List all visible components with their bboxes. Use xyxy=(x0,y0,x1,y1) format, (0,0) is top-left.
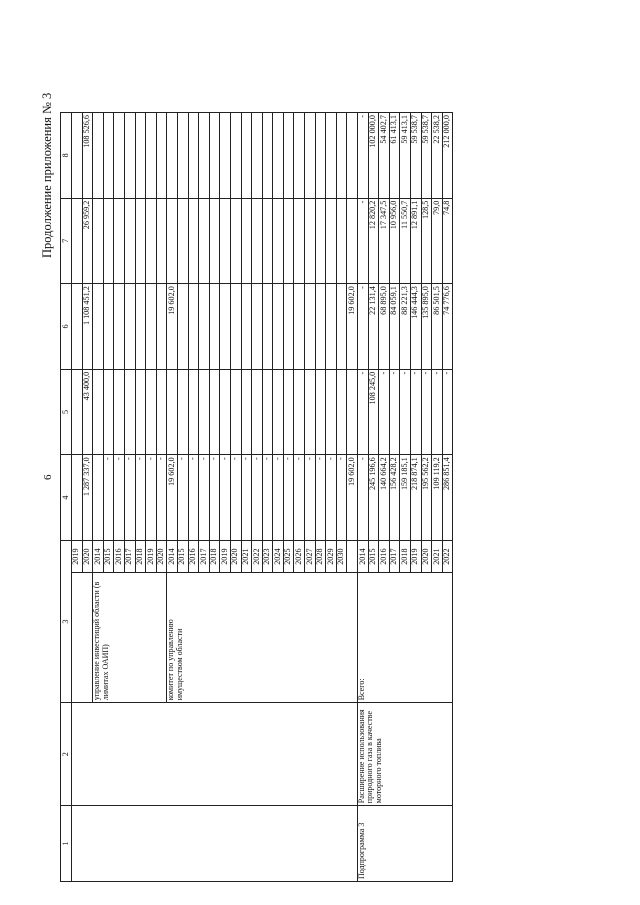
responsible-executor-oaip: управление инвестиций области (в лимитах ОАИП) xyxy=(93,573,167,703)
subprogram-total-label: Всего: xyxy=(358,573,453,703)
table-cell-c7 xyxy=(252,198,263,284)
table-cell-c6 xyxy=(305,284,316,370)
table-cell-c8: 59 538,7 xyxy=(421,113,432,199)
table-row xyxy=(72,113,83,882)
table-cell-c8 xyxy=(347,113,358,199)
table-cell-c4: - xyxy=(135,455,146,541)
year-cell: 2020 xyxy=(421,540,432,572)
table-cell-c6 xyxy=(199,284,210,370)
year-cell: 2018 xyxy=(400,540,411,572)
col-number-4: 4 xyxy=(61,455,72,541)
table-cell-c6 xyxy=(220,284,231,370)
table-body xyxy=(72,113,453,882)
table-cell-c5: - xyxy=(421,369,432,455)
table-cell-c4: - xyxy=(262,455,273,541)
table-cell-c8: 22 538,2 xyxy=(432,113,443,199)
table-cell-c5 xyxy=(146,369,157,455)
table-cell-c4: 140 664,2 xyxy=(379,455,390,541)
table-cell-c5 xyxy=(252,369,263,455)
table-cell-c6: 135 895,0 xyxy=(421,284,432,370)
col-number-2: 2 xyxy=(61,703,72,806)
table-cell-c6 xyxy=(114,284,125,370)
table-cell-c6 xyxy=(209,284,220,370)
year-cell: 2014 xyxy=(358,540,369,572)
table-cell-c8 xyxy=(114,113,125,199)
table-cell-c7: 11 550,7 xyxy=(400,198,411,284)
year-cell: 2020 xyxy=(82,540,93,572)
table-cell-c6 xyxy=(230,284,241,370)
year-cell: 2021 xyxy=(241,540,252,572)
table-cell-c8 xyxy=(326,113,337,199)
table-cell-c8 xyxy=(177,113,188,199)
table-cell-c6 xyxy=(336,284,347,370)
table-cell-c5 xyxy=(188,369,199,455)
table-cell-c6 xyxy=(72,284,83,370)
year-cell: 2029 xyxy=(326,540,337,572)
year-cell: 2025 xyxy=(283,540,294,572)
table-cell-c7 xyxy=(315,198,326,284)
table-cell-c5 xyxy=(273,369,284,455)
year-cell: 2019 xyxy=(72,540,83,572)
table-cell-c8 xyxy=(315,113,326,199)
table-cell-c4: 286 851,4 xyxy=(442,455,453,541)
year-cell: 2018 xyxy=(135,540,146,572)
table-cell-c5 xyxy=(124,369,135,455)
table-cell-c6 xyxy=(103,284,114,370)
table-cell-c7 xyxy=(188,198,199,284)
table-cell-c7: 74,8 xyxy=(442,198,453,284)
table-cell-c8: - xyxy=(358,113,369,199)
table-cell-c5 xyxy=(347,369,358,455)
table-cell-c6 xyxy=(326,284,337,370)
table-cell-c8: 61 413,1 xyxy=(389,113,400,199)
subprogram-title: Подпрограмма 3 xyxy=(358,806,453,882)
table-cell-c4: 109 119,2 xyxy=(432,455,443,541)
table-cell-c7 xyxy=(93,198,104,284)
table-cell-c5: - xyxy=(358,369,369,455)
table-cell-c8 xyxy=(252,113,263,199)
table-cell-c5 xyxy=(305,369,316,455)
col-number-3: 3 xyxy=(61,540,72,702)
table-cell-c4: 195 562,2 xyxy=(421,455,432,541)
table-cell-c7: 17 347,5 xyxy=(379,198,390,284)
table-cell-c7 xyxy=(135,198,146,284)
table-cell-c7 xyxy=(262,198,273,284)
cell-col3-blank xyxy=(72,573,93,703)
table-cell-c4: 218 874,1 xyxy=(411,455,422,541)
table-cell-c6: 86 501,5 xyxy=(432,284,443,370)
table-cell-c6: - xyxy=(358,284,369,370)
table-cell-c6: 84 059,1 xyxy=(389,284,400,370)
table-cell-c8 xyxy=(294,113,305,199)
table-cell-c4 xyxy=(93,455,104,541)
table-cell-c8 xyxy=(188,113,199,199)
table-cell-c8 xyxy=(156,113,167,199)
year-cell: 2016 xyxy=(114,540,125,572)
table-cell-c8: 59 538,7 xyxy=(411,113,422,199)
table-cell-c8 xyxy=(283,113,294,199)
table-cell-c5 xyxy=(336,369,347,455)
table-cell-c8 xyxy=(135,113,146,199)
year-cell: 2015 xyxy=(177,540,188,572)
table-cell-c5 xyxy=(93,369,104,455)
table-cell-c5: - xyxy=(432,369,443,455)
col-number-7: 7 xyxy=(61,198,72,284)
table-cell-c4: - xyxy=(326,455,337,541)
table-row xyxy=(358,113,369,882)
year-cell: 2021 xyxy=(432,540,443,572)
year-cell: 2017 xyxy=(199,540,210,572)
table-cell-c6: 74 776,6 xyxy=(442,284,453,370)
table-cell-c8 xyxy=(230,113,241,199)
table-cell-c4: 245 196,6 xyxy=(368,455,379,541)
table-cell-c8 xyxy=(241,113,252,199)
year-cell: 2016 xyxy=(379,540,390,572)
year-cell: 2017 xyxy=(124,540,135,572)
table-cell-c5: - xyxy=(411,369,422,455)
table-cell-c8 xyxy=(167,113,178,199)
year-cell: 2022 xyxy=(252,540,263,572)
table-cell-c4: - xyxy=(252,455,263,541)
table-cell-c7: 12 820,2 xyxy=(368,198,379,284)
table-cell-c8: 212 000,0 xyxy=(442,113,453,199)
cell-col2-blank xyxy=(72,703,358,806)
table-cell-c5: 108 245,0 xyxy=(368,369,379,455)
table-cell-c6 xyxy=(146,284,157,370)
table-cell-c5 xyxy=(326,369,337,455)
table-cell-c5 xyxy=(294,369,305,455)
table-cell-c5: - xyxy=(442,369,453,455)
table-cell-c7 xyxy=(305,198,316,284)
page-number: 6 xyxy=(42,474,54,480)
table-cell-c4: - xyxy=(188,455,199,541)
table-cell-c7 xyxy=(283,198,294,284)
table-cell-c8 xyxy=(305,113,316,199)
responsible-executor-committee: комитет по управлению имуществом области xyxy=(167,573,358,703)
table-cell-c8 xyxy=(273,113,284,199)
year-cell: 2023 xyxy=(262,540,273,572)
table-cell-c7 xyxy=(167,198,178,284)
year-cell: 2027 xyxy=(305,540,316,572)
table-cell-c5: - xyxy=(389,369,400,455)
table-cell-c8 xyxy=(124,113,135,199)
budget-table-wrapper xyxy=(60,112,495,882)
table-cell-c7: 26 959,2 xyxy=(82,198,93,284)
year-cell: 2014 xyxy=(93,540,104,572)
table-cell-c5 xyxy=(72,369,83,455)
table-cell-c6 xyxy=(294,284,305,370)
table-cell-c7: 79,0 xyxy=(432,198,443,284)
table-cell-c7 xyxy=(124,198,135,284)
table-cell-c4: - xyxy=(156,455,167,541)
year-cell: 2022 xyxy=(442,540,453,572)
table-cell-c4: - xyxy=(114,455,125,541)
table-cell-c4: - xyxy=(220,455,231,541)
table-cell-c6 xyxy=(135,284,146,370)
table-cell-c8 xyxy=(209,113,220,199)
table-cell-c7 xyxy=(209,198,220,284)
table-cell-c4: - xyxy=(336,455,347,541)
subprogram-name: Расширение использования природного газа в качестве моторного топлива xyxy=(358,703,453,806)
table-cell-c5 xyxy=(241,369,252,455)
table-cell-c4: - xyxy=(305,455,316,541)
table-cell-c7 xyxy=(177,198,188,284)
table-cell-c5 xyxy=(114,369,125,455)
table-cell-c6: 19 602,0 xyxy=(167,284,178,370)
table-cell-c5 xyxy=(262,369,273,455)
table-cell-c8: 54 402,7 xyxy=(379,113,390,199)
year-cell: 2015 xyxy=(368,540,379,572)
table-cell-c7: 12 891,1 xyxy=(411,198,422,284)
table-cell-c5 xyxy=(220,369,231,455)
table-cell-c8 xyxy=(262,113,273,199)
year-cell: 2019 xyxy=(146,540,157,572)
table-cell-c4: - xyxy=(146,455,157,541)
table-cell-c8 xyxy=(336,113,347,199)
table-cell-c8 xyxy=(93,113,104,199)
table-cell-c8 xyxy=(103,113,114,199)
table-cell-c6 xyxy=(241,284,252,370)
year-cell: 2028 xyxy=(315,540,326,572)
table-cell-c6 xyxy=(252,284,263,370)
table-cell-c7 xyxy=(336,198,347,284)
table-cell-c4: 19 602,0 xyxy=(167,455,178,541)
table-cell-c7 xyxy=(103,198,114,284)
table-cell-c6 xyxy=(124,284,135,370)
column-number-row xyxy=(61,113,72,882)
table-cell-c5: - xyxy=(379,369,390,455)
table-cell-c8: 108 526,6 xyxy=(82,113,93,199)
table-cell-c4: - xyxy=(241,455,252,541)
table-cell-c6: 88 221,3 xyxy=(400,284,411,370)
table-cell-c6: 68 895,0 xyxy=(379,284,390,370)
table-cell-c6 xyxy=(283,284,294,370)
table-cell-c5 xyxy=(230,369,241,455)
table-cell-c6 xyxy=(315,284,326,370)
table-cell-c7 xyxy=(347,198,358,284)
table-cell-c8 xyxy=(220,113,231,199)
table-cell-c7: 128,5 xyxy=(421,198,432,284)
table-cell-c6 xyxy=(177,284,188,370)
table-cell-c4: - xyxy=(209,455,220,541)
table-cell-c5: - xyxy=(400,369,411,455)
year-cell: 2016 xyxy=(188,540,199,572)
table-cell-c4: - xyxy=(273,455,284,541)
table-cell-c6 xyxy=(188,284,199,370)
table-cell-c4: - xyxy=(294,455,305,541)
table-cell-c5 xyxy=(167,369,178,455)
table-cell-c4: 156 428,2 xyxy=(389,455,400,541)
table-cell-c7: 10 956,0 xyxy=(389,198,400,284)
table-cell-c5 xyxy=(199,369,210,455)
table-cell-c4: - xyxy=(358,455,369,541)
col-number-8: 8 xyxy=(61,113,72,199)
year-cell: 2020 xyxy=(156,540,167,572)
col-number-1: 1 xyxy=(61,806,72,882)
table-cell-c7 xyxy=(273,198,284,284)
table-cell-c7 xyxy=(220,198,231,284)
table-cell-c7: - xyxy=(358,198,369,284)
year-cell: 2019 xyxy=(220,540,231,572)
table-cell-c7 xyxy=(199,198,210,284)
table-cell-c7 xyxy=(326,198,337,284)
table-cell-c8: 59 413,1 xyxy=(400,113,411,199)
table-cell-c5 xyxy=(209,369,220,455)
table-cell-c6 xyxy=(93,284,104,370)
year-cell: 2030 xyxy=(336,540,347,572)
table-cell-c6 xyxy=(156,284,167,370)
year-cell: 2017 xyxy=(389,540,400,572)
table-cell-c8: 102 000,0 xyxy=(368,113,379,199)
table-cell-c4: - xyxy=(199,455,210,541)
table-cell-c4: - xyxy=(283,455,294,541)
year-cell: 2020 xyxy=(230,540,241,572)
year-cell: 2024 xyxy=(273,540,284,572)
table-cell-c4: - xyxy=(177,455,188,541)
table-cell-c4: 1 287 337,0 xyxy=(82,455,93,541)
table-cell-c4: 159 185,1 xyxy=(400,455,411,541)
cell-col1-blank xyxy=(72,806,358,882)
table-cell-c4 xyxy=(72,455,83,541)
table-cell-c4: - xyxy=(315,455,326,541)
col-number-5: 5 xyxy=(61,369,72,455)
table-cell-c4: 19 602,0 xyxy=(347,455,358,541)
table-cell-c7 xyxy=(230,198,241,284)
table-cell-c7 xyxy=(146,198,157,284)
table-cell-c6 xyxy=(262,284,273,370)
table-cell-c5 xyxy=(135,369,146,455)
table-cell-c7 xyxy=(294,198,305,284)
year-cell: 2015 xyxy=(103,540,114,572)
table-cell-c5: 43 400,0 xyxy=(82,369,93,455)
table-cell-c7 xyxy=(114,198,125,284)
table-cell-c5 xyxy=(283,369,294,455)
year-cell xyxy=(347,540,358,572)
table-cell-c4: - xyxy=(124,455,135,541)
table-cell-c6: 146 444,3 xyxy=(411,284,422,370)
table-cell-c5 xyxy=(177,369,188,455)
table-cell-c4: - xyxy=(103,455,114,541)
table-cell-c7 xyxy=(241,198,252,284)
table-cell-c8 xyxy=(146,113,157,199)
table-cell-c6 xyxy=(273,284,284,370)
table-cell-c5 xyxy=(103,369,114,455)
year-cell: 2014 xyxy=(167,540,178,572)
table-cell-c8 xyxy=(72,113,83,199)
table-cell-c5 xyxy=(156,369,167,455)
table-cell-c8 xyxy=(199,113,210,199)
table-cell-c7 xyxy=(156,198,167,284)
year-cell: 2026 xyxy=(294,540,305,572)
col-number-6: 6 xyxy=(61,284,72,370)
year-cell: 2018 xyxy=(209,540,220,572)
table-cell-c4: - xyxy=(230,455,241,541)
table-cell-c6: 19 602,0 xyxy=(347,284,358,370)
table-cell-c6: 1 108 451,2 xyxy=(82,284,93,370)
year-cell: 2019 xyxy=(411,540,422,572)
table-cell-c7 xyxy=(72,198,83,284)
table-cell-c5 xyxy=(315,369,326,455)
budget-table xyxy=(60,112,453,882)
table-cell-c6: 22 131,4 xyxy=(368,284,379,370)
appendix-heading: Продолжение приложения № 3 xyxy=(40,92,54,258)
